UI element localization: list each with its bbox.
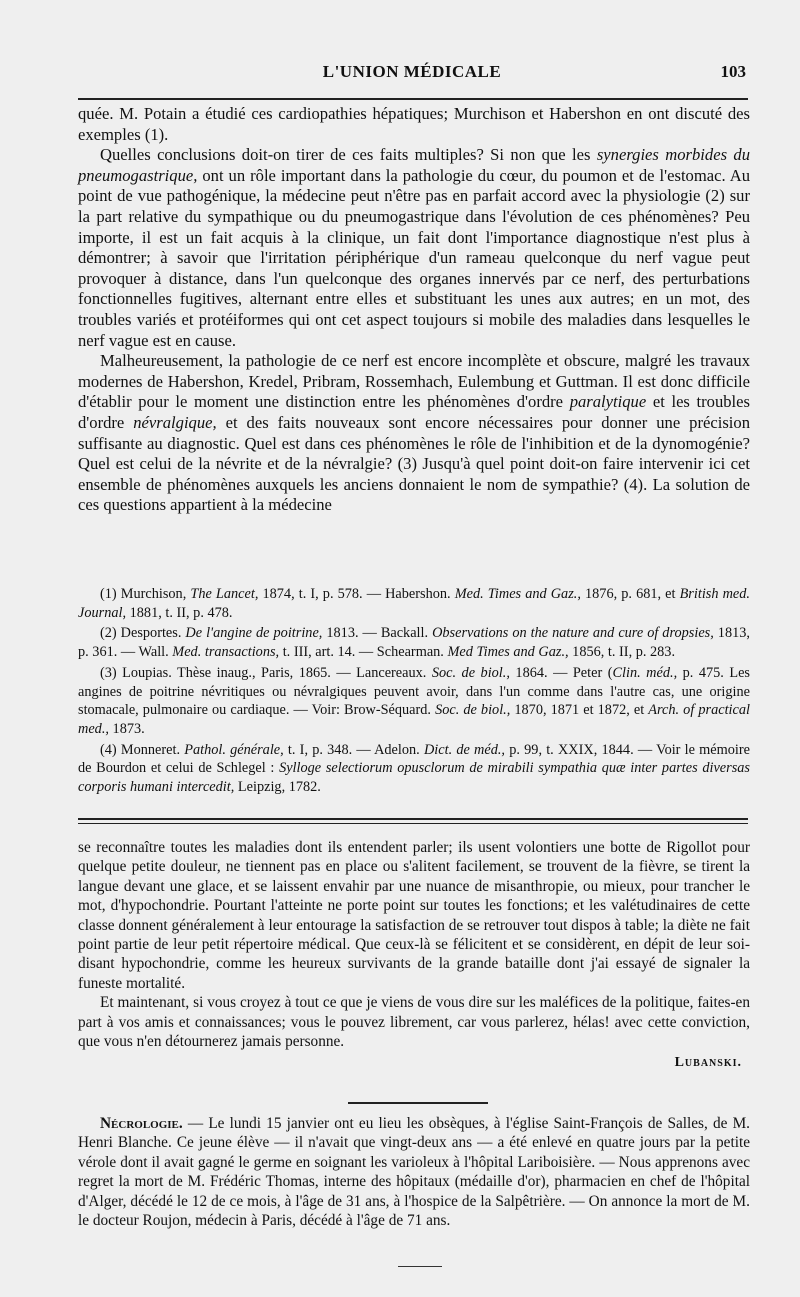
footnote-4 bbox=[78, 741, 750, 797]
italic-run: névralgique, bbox=[133, 412, 217, 432]
text-run: Quelles conclusions doit-on tirer de ces faits multiples? Si non que les bbox=[100, 145, 597, 165]
italic-run: Clin. méd., bbox=[612, 664, 678, 681]
text-run: 1874, t. I, p. 578. — Habershon. bbox=[258, 586, 455, 602]
necrologie-label: Nécrologie. bbox=[100, 1115, 183, 1132]
paragraph: se reconnaître toutes les maladies dont ils entendent parler; ils usent volontiers une botte de Rigollot pour quelque petite douleur, ne tiennent pas en place ou s'alitent facilement, se trouvent de la fièvre, se tirent la langue devant une glace, et se laissent envahir par une nuance de misanthropie, ou mieux, pour trancher le mot, d'hypochondrie. Pourtant l'atteinte ne porte point sur toutes les fonctions; et les valétudinaires de cette classe donnent généralement à leur entourage la satisfaction de se retrouver tout dispos à table; la diète ne fait point partie de leur petit répertoire médical. Que ceux-là se félicitent et se considèrent, en dépit de leur soi-disant hypochondrie, comme les heureux survivants de la grande bataille dont j'ai essayé de signaler la funeste mortalité. bbox=[78, 839, 750, 992]
paragraph bbox=[78, 145, 750, 351]
italic-run: paralytique bbox=[569, 392, 647, 412]
feuilleton-separator bbox=[78, 818, 748, 824]
italic-run: Med. transactions, bbox=[172, 644, 280, 661]
text-run: — Le lundi 15 janvier ont eu lieu les obsèques, à l'église Saint-François de Salles, de M. Henri Blanche. Ce jeune élève — il n'avait que vingt-deux ans — a été enlevé en quatre jours par la petite vérole dont il avait gagné le germe en soignant les varioleux à l'hôpital Lariboisière. — Nous apprenons avec regret la mort de M. Frédéric Thomas, interne des hôpitaux (médaille d'or), pharmacien en chef de l'hôpital d'Alger, décédé le 12 de ce mois, à l'âge de 31 ans, à l'hospice de la Salpêtrière. — On annonce la mort de M. le docteur Roujon, médecin à Paris, décédé à l'âge de 71 ans. bbox=[78, 1115, 750, 1230]
text-run: p. 475. Les angines de poitrine névritiques ou névralgiques peuvent avoir, dans l'un comme dans l'autre cas, une origine stomacale, pulmonaire ou cardiaque. — Voir: Brow-Séquard. bbox=[78, 664, 750, 719]
text-run: 1856, t. II, p. 283. bbox=[568, 644, 676, 661]
italic-run: Pathol. générale, bbox=[184, 741, 284, 758]
footnote-2 bbox=[78, 624, 750, 661]
italic-run: Med Times and Gaz., bbox=[447, 644, 569, 661]
footnote-1 bbox=[78, 585, 750, 622]
italic-run: synergies morbides du pneumogastrique, bbox=[78, 145, 750, 185]
rule-thick bbox=[78, 818, 748, 820]
paragraph bbox=[78, 351, 750, 516]
text-run: 1813, p. 361. — Wall. bbox=[78, 625, 750, 661]
italic-run: Soc. de biol., bbox=[435, 702, 511, 719]
italic-run: The Lancet, bbox=[190, 586, 259, 602]
header-rule bbox=[78, 98, 748, 100]
text-run: 1864. — Peter ( bbox=[509, 664, 613, 681]
necrologie-section bbox=[78, 1114, 750, 1230]
paragraph: Et maintenant, si vous croyez à tout ce que je viens de vous dire sur les maléfices de la politique, faites-en part à vos amis et connaissances; vous le pouvez librement, car vous parlerez, hélas! avec cette conviction, que vous n'en détournerez jamais personne. bbox=[78, 994, 750, 1051]
running-header bbox=[78, 62, 746, 84]
running-title: L'UNION MÉDICALE bbox=[322, 62, 502, 81]
italic-run: Arch. of practical med., bbox=[78, 702, 750, 737]
text-run: et des faits nouveaux sont encore nécessaires pour donner une précision suffisante au diagnostic. Quel est dans ces phénomènes le rôle de l'inhibition et de la dynomogénie? Quel est celui de la névrite et de la névralgie? (3) Jusqu'à quel point doit-on faire intervenir ici cet ensemble de phénomènes auxquels les anciens donnaient le nom de sympathie? (4). La solution de ces questions appartient à la médecine bbox=[78, 412, 750, 515]
text-run: 1870, 1871 et 1872, et bbox=[510, 702, 649, 719]
text-run: ont un rôle important dans la pathologie du cœur, du poumon et de l'estomac. Au point de vue pathogénique, la médecine peut n'être pas en parfait accord avec la physiologie (2) sur la part relative du sympathique ou du pneumogastrique dans l'évolution de ces phénomènes? Peu importe, il est un fait acquis à la clinique, un fait dont l'importance diagnostique n'est plus à démontrer; à savoir que l'irritation périphérique d'un rameau quelconque du nerf vague peut provoquer à distance, dans l'un quelconque des organes innervés par ce nerf, des perturbations fonctionnelles fugitives, alternant entre elles et substituant les unes aux autres; en un mot, des troubles variés et protéiformes qui ont cet aspect toujours si mobile des maladies dans lesquelles le nerf vague est en cause. bbox=[78, 165, 750, 350]
text-run: 1881, t. II, p. 478. bbox=[126, 604, 233, 621]
paragraph bbox=[78, 104, 750, 145]
text-run: quée. M. Potain a étudié ces cardiopathies hépatiques; Murchison et Habershon en ont discuté des exemples (1). bbox=[78, 104, 750, 144]
paragraph bbox=[78, 1114, 750, 1230]
text-run: 1876, p. 681, et bbox=[580, 586, 680, 602]
text-run: Malheureusement, la pathologie de ce nerf est encore incomplète et obscure, malgré les travaux modernes de Habershon, Kredel, Pribram, Rossemhach, Eulembung et Guttman. Il est donc difficile d'établir pour le moment une distinction entre les phénomènes d'ordre bbox=[78, 351, 750, 412]
text-run: 1873. bbox=[108, 720, 145, 737]
end-rule bbox=[398, 1266, 442, 1267]
text-run: t. III, art. 14. — Schearman. bbox=[279, 644, 448, 661]
main-article-text bbox=[78, 104, 750, 516]
page-number: 103 bbox=[720, 62, 746, 81]
italic-run: Sylloge selectiorum opusclorum de mirabili sympathia quæ inter partes diversas corporis humani intercedit, bbox=[78, 760, 750, 796]
rule-thin bbox=[78, 823, 748, 824]
text-run: Leipzig, 1782. bbox=[234, 779, 321, 796]
italic-run: Soc. de biol., bbox=[431, 664, 510, 681]
italic-run: British med. Journal, bbox=[78, 586, 750, 621]
footnote-3 bbox=[78, 664, 750, 739]
text-run: 1813. — Backall. bbox=[322, 625, 433, 642]
italic-run: De l'angine de poitrine, bbox=[185, 625, 323, 642]
text-run: et les troubles d'ordre bbox=[78, 392, 750, 432]
text-run: (4) Monneret. bbox=[100, 741, 185, 758]
italic-run: Dict. de méd., bbox=[423, 741, 506, 758]
footnotes bbox=[78, 585, 750, 799]
text-run: p. 99, t. XXIX, 1844. — Voir le mémoire de Bourdon et celui de Schlegel : bbox=[78, 741, 750, 777]
author-signature: Lubanski. bbox=[674, 1055, 742, 1071]
italic-run: Observations on the nature and cure of dropsies, bbox=[432, 625, 714, 642]
text-run: (2) Desportes. bbox=[100, 625, 186, 642]
section-divider bbox=[348, 1102, 488, 1104]
text-run: (3) Loupias. Thèse inaug., Paris, 1865. — Lancereaux. bbox=[100, 664, 432, 681]
feuilleton-text bbox=[78, 838, 750, 1073]
text-run: t. I, p. 348. — Adelon. bbox=[283, 741, 424, 758]
text-run: (1) Murchison, bbox=[100, 586, 191, 602]
italic-run: Med. Times and Gaz., bbox=[454, 586, 581, 602]
